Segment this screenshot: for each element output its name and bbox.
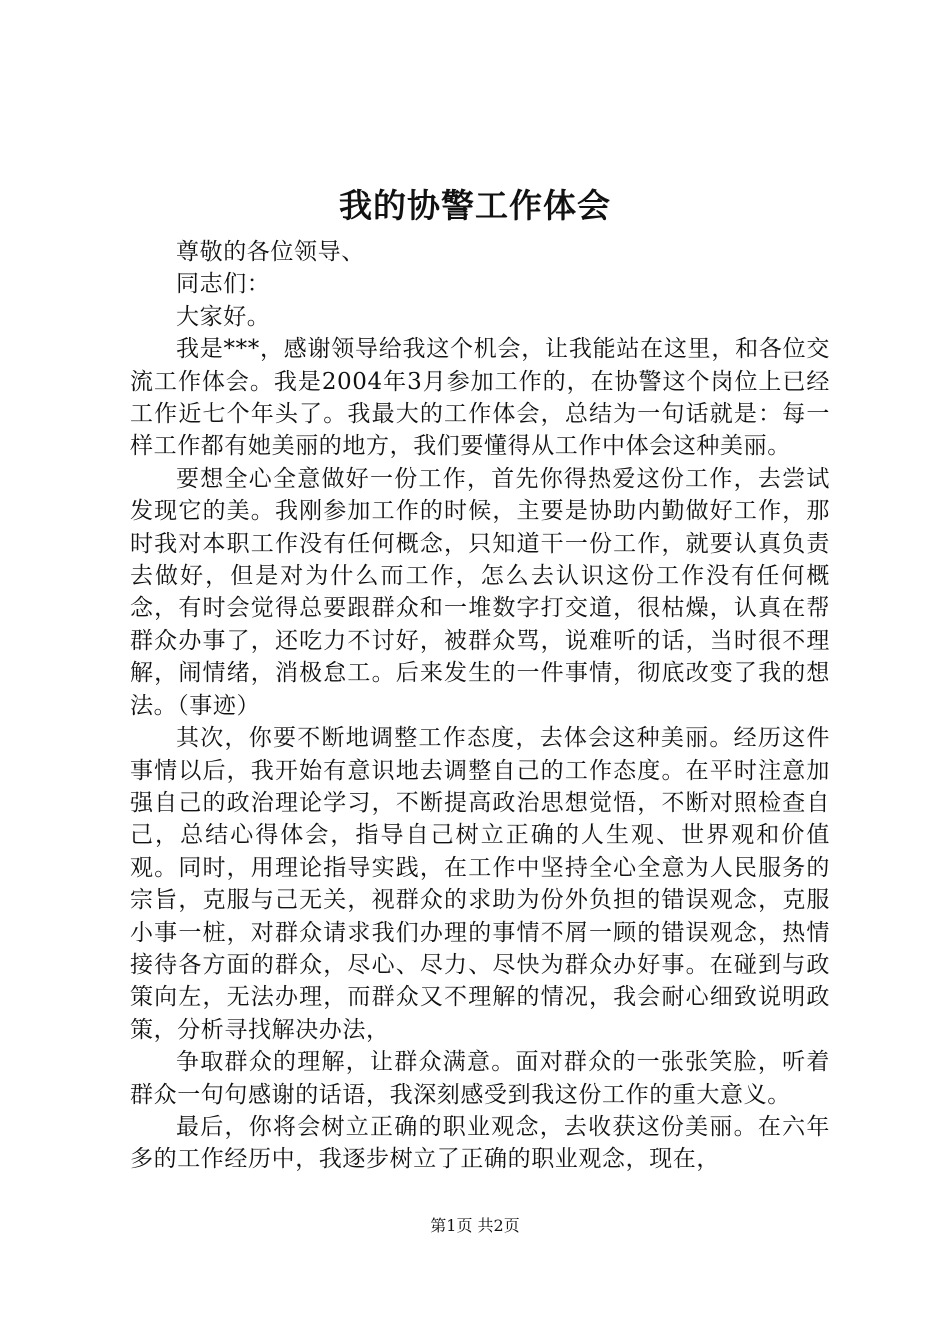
paragraph-intro: 我是***，感谢领导给我这个机会，让我能站在这里，和各位交流工作体会。我是2004年3月参加工作的，在协警这个岗位上已经工作近七个年头了。我最大的工作体会，总结为一句话就是：每一样工作都有她美丽的地方，我们要懂得从工作中体会这种美丽。 <box>130 336 830 460</box>
document-body <box>130 236 830 1176</box>
salutation-leaders: 尊敬的各位领导、 <box>176 239 365 265</box>
salutation-comrades: 同志们： <box>176 271 271 298</box>
paragraph-final-point: 最后，你将会树立正确的职业观念，去收获这份美丽。在六年多的工作经历中，我逐步树立了正确的职业观念，现在， <box>130 1113 830 1173</box>
page-number-footer: 第1页 共2页 <box>430 1216 520 1235</box>
paragraph-second-point: 其次，你要不断地调整工作态度，去体会这种美丽。经历这件事情以后，我开始有意识地去调整自己的工作态度。在平时注意加强自己的政治理论学习，不断提高政治思想觉悟，不断对照检查自己，总结心得体会，指导自己树立正确的人生观、世界观和价值观。同时，用理论指导实践，在工作中坚持全心全意为人民服务的宗旨，克服与己无关，视群众的求助为份外负担的错误观念，克服小事一桩，对群众请求我们办理的事情不屑一顾的错误观念，热情接待各方面的群众，尽心、尽力、尽快为群众办好事。在碰到与政策向左，无法办理，而群众又不理解的情况，我会耐心细致说明政策，分析寻找解决办法， <box>130 725 830 1043</box>
paragraph-continuation: 争取群众的理解，让群众满意。面对群众的一张张笑脸，听着群众一句句感谢的话语，我深刻感受到我这份工作的重大意义。 <box>130 1049 830 1108</box>
greeting: 大家好。 <box>176 303 271 330</box>
paragraph-first-point: 要想全心全意做好一份工作，首先你得热爱这份工作，去尝试发现它的美。我刚参加工作的时候，主要是协助内勤做好工作，那时我对本职工作没有任何概念，只知道干一份工作，就要认真负责去做好，但是对为什么而工作，怎么去认识这份工作没有任何概念，有时会觉得总要跟群众和一堆数字打交道，很枯燥，认真在帮群众办事了，还吃力不讨好，被群众骂，说难听的话，当时很不理解，闹情绪，消极怠工。后来发生的一件事情，彻底改变了我的想法。（事迹） <box>130 465 830 719</box>
document-title: 我的协警工作体会 <box>339 186 611 225</box>
